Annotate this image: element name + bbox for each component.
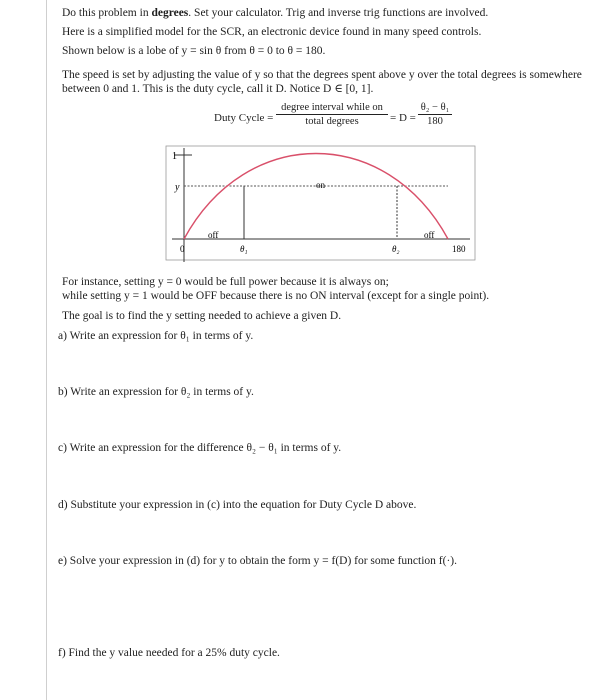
intro-line-3: Shown below is a lobe of y = sin θ from θ = 0 to θ = 180.	[62, 45, 326, 57]
y-tick-1: 1	[172, 151, 177, 162]
theta2-label: θ₂	[392, 244, 400, 254]
part-b: b) Write an expression for θ₂ in terms of y.	[58, 386, 254, 398]
note-1: For instance, setting y = 0 would be full power because it is always on;	[62, 276, 389, 288]
graph-frame	[166, 146, 475, 260]
part-f: f) Find the y value needed for a 25% duty cycle.	[58, 647, 280, 659]
theta1-label: θ₁	[240, 244, 248, 254]
on-label: on	[316, 180, 325, 190]
fraction-denominator: total degrees	[305, 116, 359, 127]
intro-paragraph: The speed is set by adjusting the value of y so that the degrees spent above y over the total degrees is somewhere between 0 and 1. This is the duty cycle, call it D. Notice D ∈ [0, 1].	[62, 69, 582, 95]
note-3: The goal is to find the y setting needed to achieve a given D.	[62, 310, 342, 322]
part-c: c) Write an expression for the difference θ₂ − θ₁ in terms of y.	[58, 442, 342, 454]
sine-curve	[184, 154, 448, 240]
theta-fraction-denominator: 180	[427, 116, 443, 127]
part-d: d) Substitute your expression in (c) into the equation for Duty Cycle D above.	[58, 499, 417, 511]
part-a: a) Write an expression for θ₁ in terms of y.	[58, 330, 254, 342]
duty-cycle-label: Duty Cycle =	[214, 112, 274, 124]
intro-line-1: Do this problem in degrees. Set your calculator. Trig and inverse trig functions are involved.	[62, 7, 489, 19]
x-tick-180: 180	[452, 244, 466, 254]
fraction-numerator: degree interval while on	[276, 102, 388, 115]
off-right-label: off	[424, 230, 435, 240]
theta-fraction-numerator: θ₂ − θ₁	[418, 102, 452, 115]
note-2: while setting y = 1 would be OFF because there is no ON interval (except for a single point).	[62, 290, 490, 302]
equals-d: = D =	[390, 112, 416, 124]
part-e: e) Solve your expression in (d) for y to obtain the form y = f(D) for some function f(·).	[58, 555, 457, 567]
intro-line-2: Here is a simplified model for the SCR, an electronic device found in many speed controls.	[62, 26, 482, 38]
y-level-label: y	[175, 182, 180, 193]
off-left-label: off	[208, 230, 219, 240]
x-tick-0: 0	[180, 244, 185, 254]
